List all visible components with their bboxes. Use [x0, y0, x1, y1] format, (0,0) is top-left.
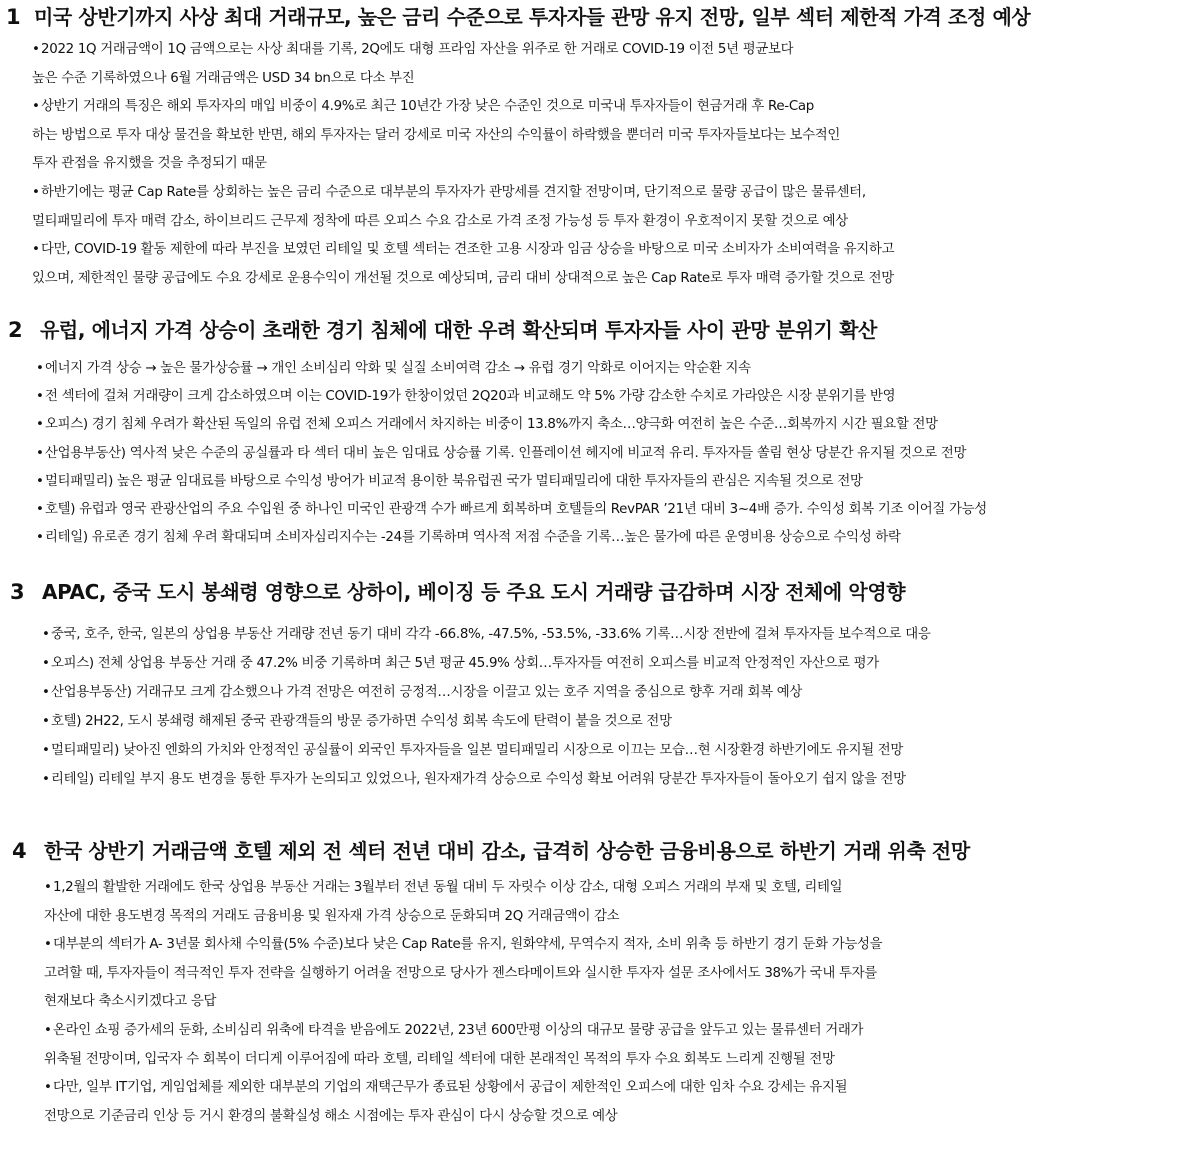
bullet-dot-icon: • [36, 417, 44, 433]
bullet-dot-icon: • [32, 99, 40, 115]
section-title: 유럽, 에너지 가격 상승이 초래한 경기 침체에 대한 우려 확산되며 투자자들 사이 관망 분위기 확산 [40, 318, 877, 342]
bullet-text: 멀티패밀리) 낮아진 엔화의 가치와 안정적인 공실률이 외국인 투자자들을 일본 멀티패밀리 시장으로 이끄는 모습…현 시장환경 하반기에도 유지될 전망 [51, 743, 904, 759]
bullet-line [36, 524, 987, 552]
bullet-line [36, 440, 987, 468]
section-title: APAC, 중국 도시 봉쇄령 영향으로 상하이, 베이징 등 주요 도시 거래량 급감하며 시장 전체에 악영향 [42, 580, 906, 604]
bullet-dot-icon: • [32, 242, 40, 258]
bullet-item [36, 355, 987, 383]
bullet-line [42, 766, 930, 794]
bullet-text: 오피스) 전체 상업용 부동산 거래 중 47.2% 비중 기록하며 최근 5년 평균 45.9% 상회…투자자들 여전히 오피스를 비교적 안정적인 자산으로 평가 [51, 656, 879, 672]
bullet-list [32, 36, 894, 293]
bullet-text: 1,2월의 활발한 거래에도 한국 상업용 부동산 거래는 3월부터 전년 동월 대비 두 자릿수 이상 감소, 대형 오피스 거래의 부재 및 호텔, 리테일 [53, 880, 843, 895]
bullet-line [44, 1017, 882, 1046]
bullet-text: 산업용부동산) 역사적 낮은 수준의 공실률과 타 섹터 대비 높은 임대료 상승률 기록. 인플레이션 헤지에 비교적 유리. 투자자들 쏠림 현상 당분간 유지될 것으로 전망 [45, 445, 967, 461]
bullet-text: 전 섹터에 걸쳐 거래량이 크게 감소하였으며 이는 COVID-19가 한창이었던 2Q20과 비교해도 약 5% 가량 감소한 수치로 가라앉은 시장 분위기를 반영 [45, 389, 896, 405]
bullet-line [44, 960, 882, 989]
bullet-item [36, 468, 987, 496]
bullet-text: 산업용부동산) 거래규모 크게 감소했으나 가격 전망은 여전히 긍정적…시장을 이끌고 있는 호주 지역을 중심으로 향후 거래 회복 예상 [51, 685, 802, 701]
bullet-text: 에너지 가격 상승 → 높은 물가상승률 → 개인 소비심리 악화 및 실질 소비여력 감소 → 유럽 경기 악화로 이어지는 악순환 지속 [45, 361, 751, 376]
bullet-text: 호텔) 2H22, 도시 봉쇄령 해제된 중국 관광객들의 방문 증가하면 수익성 회복 속도에 탄력이 붙을 것으로 전망 [51, 714, 672, 730]
section-title: 한국 상반기 거래금액 호텔 제외 전 섹터 전년 대비 감소, 급격히 상승한 금융비용으로 하반기 거래 위축 전망 [44, 839, 970, 863]
bullet-dot-icon: • [36, 361, 44, 376]
bullet-dot-icon: • [42, 714, 50, 730]
bullet-line [32, 265, 894, 294]
bullet-item [32, 93, 894, 179]
bullet-dot-icon: • [44, 1080, 52, 1096]
bullet-dot-icon: • [42, 627, 50, 642]
bullet-text: 리테일) 리테일 부지 용도 변경을 통한 투자가 논의되고 있었으나, 원자재가격 상승으로 수익성 확보 어려워 당분간 투자자들이 돌아오기 쉽지 않을 전망 [51, 772, 906, 788]
section-number: 2 [8, 318, 23, 342]
bullet-item [42, 766, 930, 794]
bullet-item [36, 411, 987, 439]
bullet-line [36, 383, 987, 411]
bullet-dot-icon: • [36, 501, 44, 517]
bullet-dot-icon: • [36, 473, 44, 489]
bullet-dot-icon: • [44, 1022, 52, 1038]
bullet-text: 리테일) 유로존 경기 침체 우려 확대되며 소비자심리지수는 -24를 기록하며 역사적 저점 수준을 기록…높은 물가에 따른 운영비용 상승으로 수익성 하락 [45, 530, 901, 546]
bullet-line [32, 150, 894, 179]
bullet-dot-icon: • [32, 42, 40, 57]
bullet-list [36, 355, 987, 552]
bullet-dot-icon: • [32, 184, 40, 200]
bullet-item [32, 36, 894, 93]
bullet-line [44, 931, 882, 960]
bullet-item [42, 708, 930, 736]
bullet-item [44, 874, 882, 931]
bullet-dot-icon: • [36, 389, 44, 405]
bullet-list [44, 874, 882, 1131]
bullet-text: 호텔) 유럽과 영국 관광산업의 주요 수입원 중 하나인 미국인 관광객 수가 빠르게 회복하며 호텔들의 RevPAR ’21년 대비 3~4배 증가. 수익성 회복 기조 이어질 가능성 [45, 501, 987, 517]
bullet-list [42, 621, 930, 796]
bullet-dot-icon: • [42, 743, 50, 759]
bullet-text: 대부분의 섹터가 A- 3년물 회사채 수익률(5% 수준)보다 낮은 Cap Rate를 유지, 원화약세, 무역수지 적자, 소비 위축 등 하반기 경기 둔화 가능성을 [53, 937, 883, 953]
bullet-line [42, 621, 930, 649]
bullet-dot-icon: • [44, 937, 52, 953]
bullet-item [32, 179, 894, 236]
bullet-text: 상반기 거래의 특징은 해외 투자자의 매입 비중이 4.9%로 최근 10년간 가장 낮은 수준인 것으로 미국내 투자자들이 현금거래 후 Re-Cap [41, 99, 814, 115]
bullet-line [32, 236, 894, 265]
section-title: 미국 상반기까지 사상 최대 거래규모, 높은 금리 수준으로 투자자들 관망 유지 전망, 일부 섹터 제한적 가격 조정 예상 [34, 5, 1031, 29]
bullet-item [44, 931, 882, 1017]
bullet-text: 오피스) 경기 침체 우려가 확산된 독일의 유럽 전체 오피스 거래에서 차지하는 비중이 13.8%까지 축소…양극화 여전히 높은 수준…회복까지 시간 필요할 전망 [45, 417, 938, 433]
bullet-line [44, 1074, 882, 1103]
bullet-dot-icon: • [42, 772, 50, 788]
bullet-text: 다만, COVID-19 활동 제한에 따라 부진을 보였던 리테일 및 호텔 섹터는 견조한 고용 시장과 임금 상승을 바탕으로 미국 소비자가 소비여력을 유지하고 [41, 242, 895, 258]
bullet-text: 높은 수준 기록하였으나 6월 거래금액은 USD 34 bn으로 다소 부진 [32, 70, 415, 86]
bullet-text: 자산에 대한 용도변경 목적의 거래도 금융비용 및 원자재 가격 상승으로 둔화되며 2Q 거래금액이 감소 [44, 908, 620, 924]
bullet-text: 있으며, 제한적인 물량 공급에도 수요 강세로 운용수익이 개선될 것으로 예상되며, 금리 대비 상대적으로 높은 Cap Rate로 투자 매력 증가할 것으로 전망 [32, 270, 894, 286]
bullet-text: 멀티패밀리) 높은 평균 임대료를 바탕으로 수익성 방어가 비교적 용이한 북유럽권 국가 멀티패밀리에 대한 투자자들의 관심은 지속될 것으로 전망 [45, 473, 863, 489]
bullet-line [42, 737, 930, 765]
bullet-text: 하반기에는 평균 Cap Rate를 상회하는 높은 금리 수준으로 대부분의 투자자가 관망세를 견지할 전망이며, 단기적으로 물량 공급이 많은 물류센터, [41, 184, 866, 200]
bullet-line [36, 355, 987, 383]
section-number: 3 [10, 580, 25, 604]
bullet-dot-icon: • [36, 445, 44, 461]
bullet-text: 투자 관점을 유지했을 것을 추정되기 때문 [32, 156, 267, 172]
bullet-text: 멀티패밀리에 투자 매력 감소, 하이브리드 근무제 정착에 따른 오피스 수요 감소로 가격 조정 가능성 등 투자 환경이 우호적이지 못할 것으로 예상 [32, 213, 848, 229]
bullet-line [36, 411, 987, 439]
bullet-text: 다만, 일부 IT기업, 게임업체를 제외한 대부분의 기업의 재택근무가 종료된 상황에서 공급이 제한적인 오피스에 대한 임차 수요 강세는 유지될 [53, 1080, 848, 1096]
bullet-line [32, 36, 894, 65]
bullet-text: 하는 방법으로 투자 대상 물건을 확보한 반면, 해외 투자자는 달러 강세로 미국 자산의 수익률이 하락했을 뿐더러 미국 투자자들보다는 보수적인 [32, 127, 841, 143]
bullet-item [36, 383, 987, 411]
bullet-line [44, 903, 882, 932]
bullet-dot-icon: • [42, 685, 50, 701]
bullet-item [36, 496, 987, 524]
section-number: 4 [12, 839, 27, 863]
bullet-line [42, 708, 930, 736]
bullet-dot-icon: • [42, 656, 50, 672]
bullet-line [44, 1046, 882, 1075]
bullet-line [44, 874, 882, 903]
bullet-line [42, 650, 930, 678]
bullet-item [36, 440, 987, 468]
bullet-item [44, 1074, 882, 1131]
bullet-item [42, 679, 930, 707]
bullet-line [42, 679, 930, 707]
bullet-text: 고려할 때, 투자자들이 적극적인 투자 전략을 실행하기 어려울 전망으로 당사가 젠스타메이트와 실시한 투자자 설문 조사에서도 38%가 국내 투자를 [44, 965, 877, 981]
bullet-line [32, 208, 894, 237]
bullet-dot-icon: • [44, 880, 52, 895]
bullet-line [36, 468, 987, 496]
bullet-line [32, 122, 894, 151]
bullet-text: 2022 1Q 거래금액이 1Q 금액으로는 사상 최대를 기록, 2Q에도 대형 프라임 자산을 위주로 한 거래로 COVID-19 이전 5년 평균보다 [41, 42, 794, 57]
bullet-item [36, 524, 987, 552]
section-number: 1 [6, 5, 21, 29]
bullet-dot-icon: • [36, 530, 44, 546]
bullet-item [42, 621, 930, 649]
bullet-item [42, 650, 930, 678]
bullet-item [32, 236, 894, 293]
bullet-line [36, 496, 987, 524]
bullet-line [44, 1103, 882, 1132]
bullet-text: 온라인 쇼핑 증가세의 둔화, 소비심리 위축에 타격을 받음에도 2022년, 23년 600만평 이상의 대규모 물량 공급을 앞두고 있는 물류센터 거래가 [53, 1022, 864, 1038]
bullet-text: 중국, 호주, 한국, 일본의 상업용 부동산 거래량 전년 동기 대비 각각 -66.8%, -47.5%, -53.5%, -33.6% 기록…시장 전반에 걸쳐 투자자들 보수적으로 대응 [51, 627, 931, 642]
bullet-line [32, 65, 894, 94]
bullet-item [42, 737, 930, 765]
bullet-item [44, 1017, 882, 1074]
bullet-text: 위축될 전망이며, 입국자 수 회복이 더디게 이루어짐에 따라 호텔, 리테일 섹터에 대한 본래적인 목적의 투자 수요 회복도 느리게 진행될 전망 [44, 1051, 835, 1067]
bullet-line [32, 93, 894, 122]
bullet-line [32, 179, 894, 208]
bullet-text: 전망으로 기준금리 인상 등 거시 환경의 불확실성 해소 시점에는 투자 관심이 다시 상승할 것으로 예상 [44, 1108, 618, 1124]
bullet-text: 현재보다 축소시키겠다고 응답 [44, 994, 217, 1010]
bullet-line [44, 988, 882, 1017]
